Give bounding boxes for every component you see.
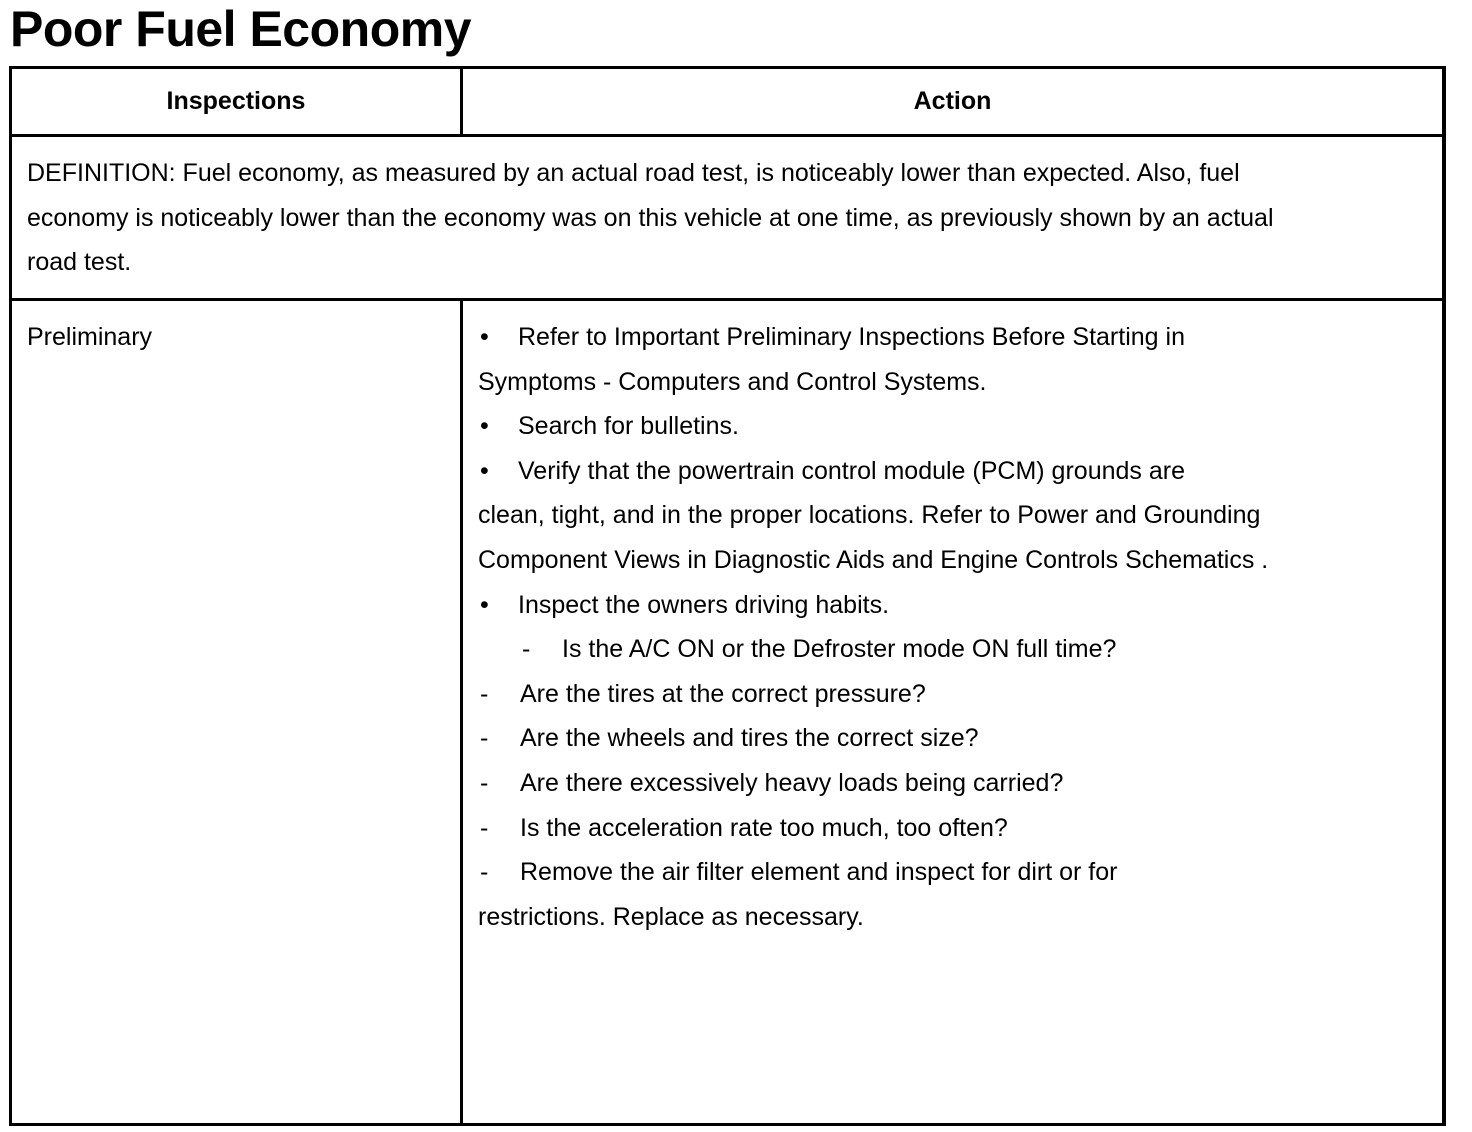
action-list bbox=[478, 315, 1418, 939]
table-row bbox=[12, 301, 1442, 1123]
table-header-row bbox=[12, 69, 1442, 137]
action-text: Symptoms - Computers and Control Systems. bbox=[478, 367, 987, 396]
diagnostic-table bbox=[9, 66, 1446, 1126]
action-text: Search for bulletins. bbox=[518, 412, 739, 441]
bullet-marker: • bbox=[480, 412, 489, 441]
action-line bbox=[478, 627, 1418, 672]
action-text: restrictions. Replace as necessary. bbox=[478, 902, 864, 931]
action-text: Refer to Important Preliminary Inspections Before Starting in bbox=[518, 323, 1185, 351]
action-text: Component Views in Diagnostic Aids and Engine Controls Schematics . bbox=[478, 545, 1269, 574]
action-text: clean, tight, and in the proper locations. Refer to Power and Grounding bbox=[478, 501, 1261, 530]
action-line bbox=[478, 583, 1418, 628]
action-line bbox=[478, 895, 1418, 940]
action-text: Is the A/C ON or the Defroster mode ON full time? bbox=[562, 635, 1117, 664]
action-line bbox=[478, 404, 1418, 449]
action-text: Are there excessively heavy loads being carried? bbox=[520, 768, 1064, 797]
action-line bbox=[478, 672, 1418, 717]
action-line bbox=[478, 716, 1418, 761]
column-divider bbox=[460, 301, 463, 1123]
action-line bbox=[478, 761, 1418, 806]
dash-marker: - bbox=[480, 679, 489, 708]
dash-marker: - bbox=[480, 724, 489, 753]
action-line bbox=[478, 538, 1418, 583]
action-text: Are the tires at the correct pressure? bbox=[520, 679, 926, 708]
action-text: Inspect the owners driving habits. bbox=[518, 590, 890, 619]
action-line bbox=[478, 850, 1418, 895]
bullet-marker: • bbox=[480, 323, 489, 351]
header-action: Action bbox=[913, 87, 992, 115]
definition-text: DEFINITION: Fuel economy, as measured by an actual road test, is noticeably lower than expected. Also, fuel economy is noticeably lower than the economy was on this vehicle at one time, as previously shown by an actual road test. bbox=[27, 159, 1274, 277]
dash-marker: - bbox=[480, 858, 489, 887]
action-line bbox=[478, 449, 1418, 494]
action-line bbox=[478, 493, 1418, 538]
inspection-label: Preliminary bbox=[27, 323, 153, 351]
action-line bbox=[478, 806, 1418, 851]
header-inspections: Inspections bbox=[12, 69, 463, 134]
action-text: Verify that the powertrain control module (PCM) grounds are bbox=[518, 456, 1185, 485]
bullet-marker: • bbox=[480, 456, 489, 485]
action-text: Remove the air filter element and inspect for dirt or for bbox=[520, 858, 1118, 887]
action-text: Is the acceleration rate too much, too often? bbox=[520, 813, 1008, 842]
definition-row bbox=[12, 137, 1442, 301]
dash-marker: - bbox=[480, 768, 489, 797]
bullet-marker: • bbox=[480, 590, 489, 619]
dash-marker: - bbox=[480, 813, 489, 842]
page-title: Poor Fuel Economy bbox=[10, 1, 472, 57]
action-line bbox=[478, 360, 1418, 405]
dash-marker: - bbox=[522, 635, 531, 664]
action-text: Are the wheels and tires the correct size? bbox=[520, 724, 979, 753]
action-line bbox=[478, 315, 1418, 360]
